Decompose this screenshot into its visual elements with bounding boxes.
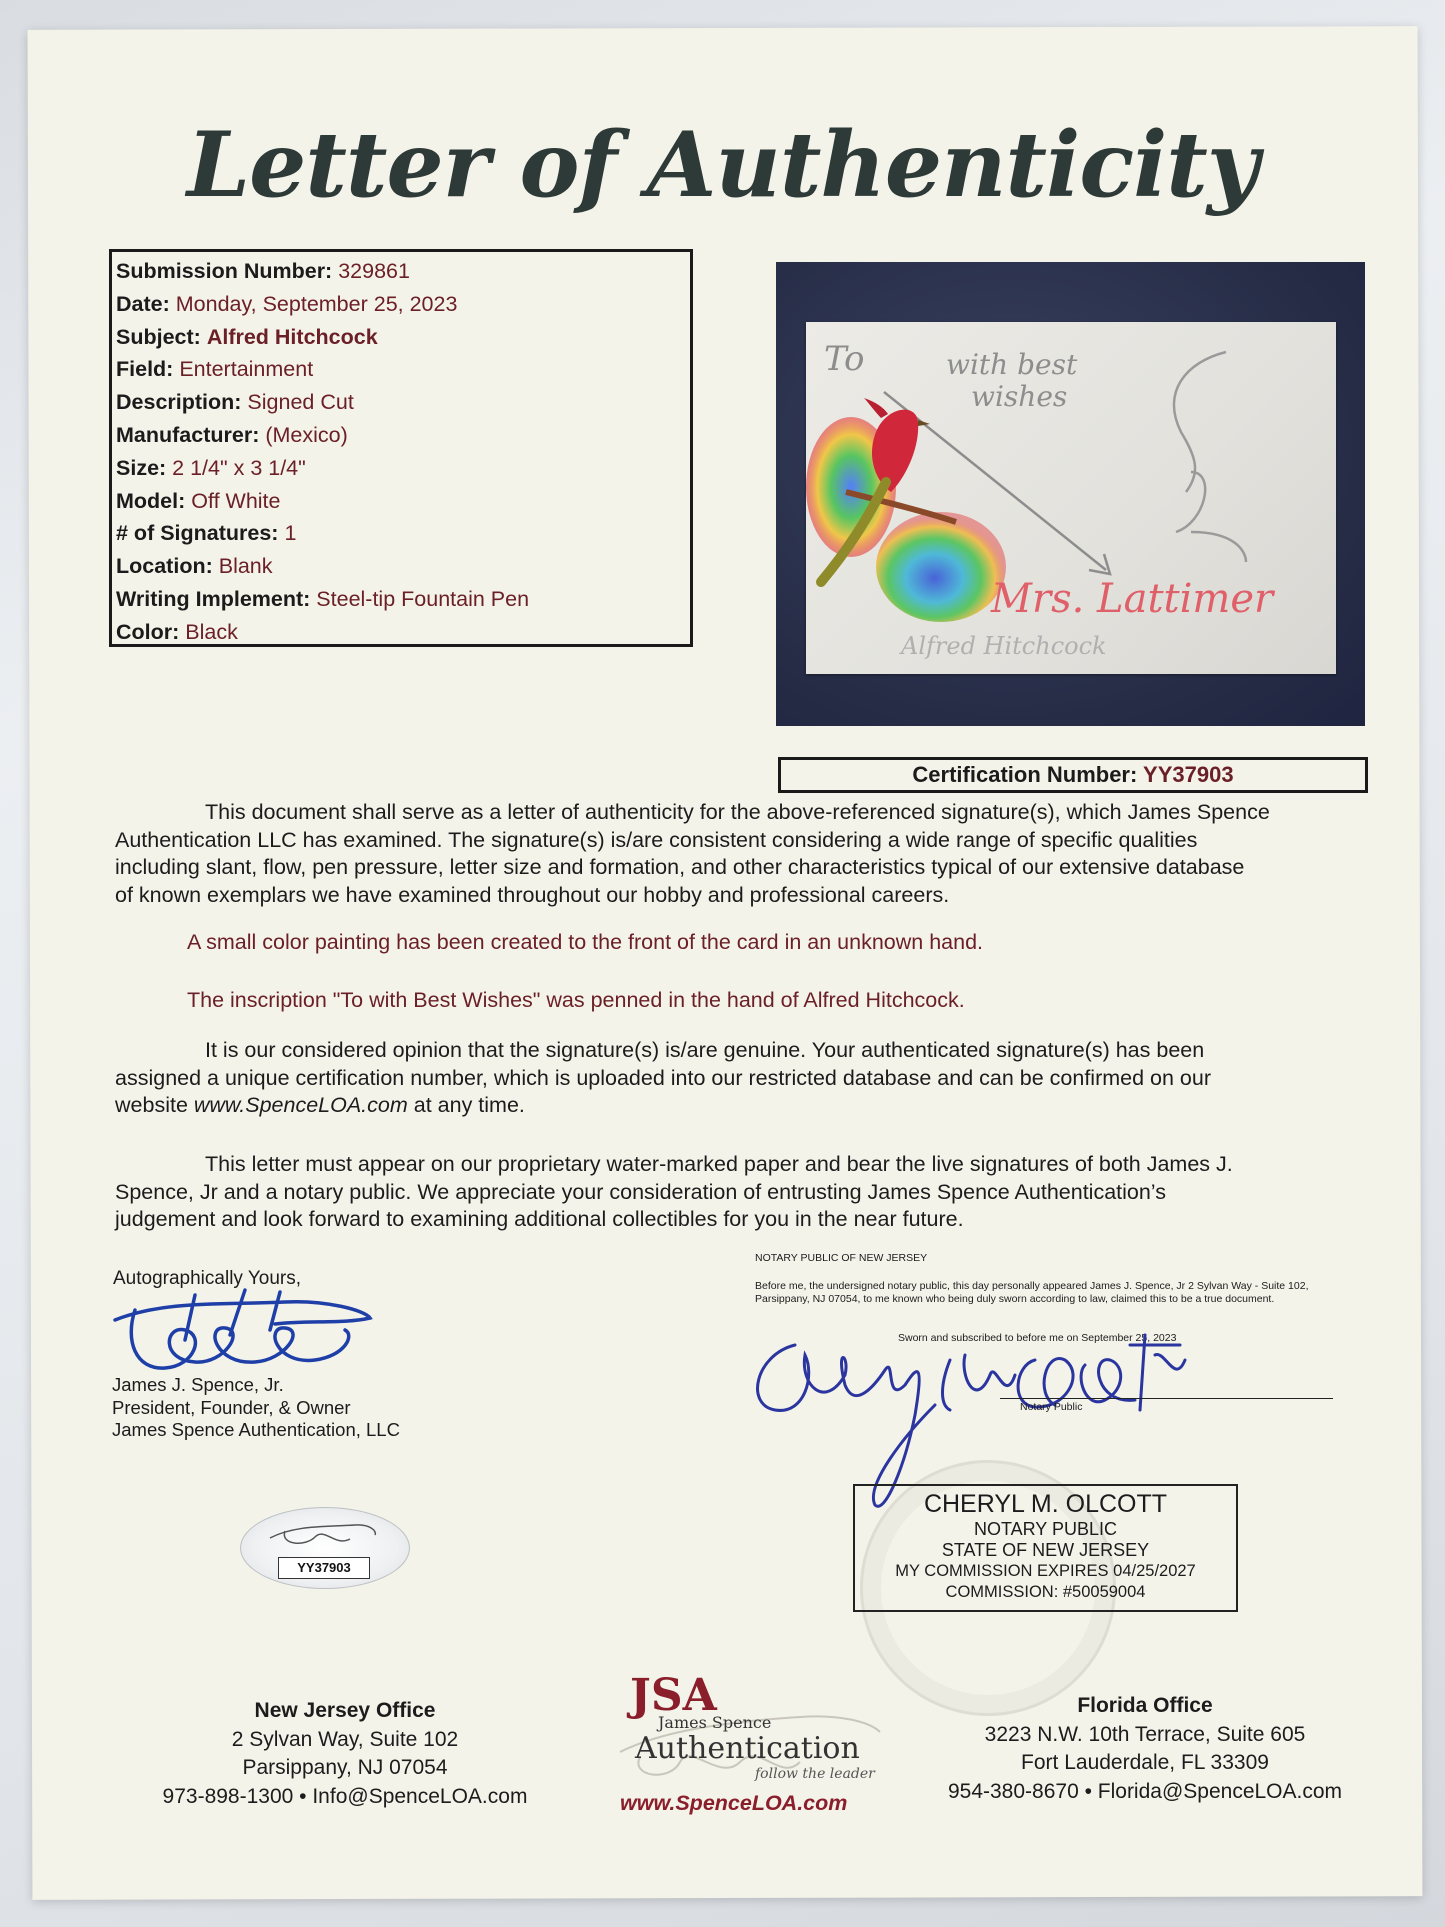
- info-value: Black: [185, 619, 238, 644]
- info-row-color: [116, 616, 686, 649]
- note-inscription: The inscription "To with Best Wishes" was penned in the hand of Alfred Hitchcock.: [187, 988, 965, 1012]
- info-row-submission-number: [116, 255, 686, 288]
- p1-line-3: including slant, flow, pen pressure, letter size and formation, and other characteristics typical of our extensive database: [115, 855, 1245, 879]
- p2-line-1-text: It is our considered opinion that the signature(s) is/are genuine. Your authenticated signature(s) has been: [205, 1038, 1205, 1062]
- note-painting: A small color painting has been created to the front of the card in an unknown hand.: [187, 930, 984, 954]
- info-row-field: [116, 353, 686, 386]
- notary-heading: NOTARY PUBLIC OF NEW JERSEY: [755, 1252, 928, 1264]
- website-url: www.SpenceLOA.com: [193, 1093, 408, 1117]
- info-value: 2 1/4" x 3 1/4": [172, 455, 306, 480]
- notary-line-label: Notary Public: [1020, 1401, 1083, 1413]
- info-label: Field:: [116, 357, 174, 382]
- stamp-state: STATE OF NEW JERSEY: [941, 1540, 1150, 1560]
- p3-line-1-text: This letter must appear on our proprietary water-marked paper and bear the live signatures of both James J.: [205, 1152, 1233, 1176]
- info-label: Subject:: [116, 324, 201, 349]
- jsa-url: www.SpenceLOA.com: [620, 1791, 848, 1815]
- info-row-location: [116, 550, 686, 583]
- info-value: Off White: [191, 488, 281, 513]
- p2-line-2: assigned a unique certification number, which is uploaded into our restricted database and can be confirmed on our: [115, 1065, 1211, 1090]
- nj-address-2: Parsippany, NJ 07054: [242, 1756, 448, 1779]
- stamp-name: CHERYL M. OLCOTT: [923, 1490, 1168, 1518]
- info-row-model: [116, 485, 686, 518]
- info-label: # of Signatures:: [116, 521, 279, 546]
- page-title: Letter of Authenticity: [186, 112, 1259, 218]
- info-label: Location:: [116, 554, 213, 579]
- p1-line-1: [115, 799, 1355, 827]
- painted-bird-crest: [864, 398, 888, 418]
- info-row-subject: [116, 321, 686, 354]
- fl-address-2: Fort Lauderdale, FL 33309: [1021, 1751, 1269, 1774]
- certification-label: Certification Number:: [912, 762, 1138, 787]
- jsa-mark: JSA: [630, 1670, 717, 1721]
- p1-line-2: Authentication LLC has examined. The signature(s) is/are consistent considering a wide range of specific qualities: [115, 827, 1198, 852]
- info-label: Date:: [116, 291, 170, 316]
- paragraph-1: [115, 799, 1355, 909]
- jsa-line1: James Spence: [658, 1713, 772, 1732]
- fl-address-1: 3223 N.W. 10th Terrace, Suite 605: [984, 1722, 1306, 1746]
- jsa-logo: [600, 1662, 900, 1787]
- signed-card-image: [806, 322, 1336, 674]
- notary-sworn: Sworn and subscribed to before me on September 25, 2023: [898, 1332, 1177, 1344]
- closing-text: Autographically Yours,: [113, 1268, 302, 1289]
- p2-line-3-pre: website: [115, 1093, 194, 1117]
- info-value: Signed Cut: [247, 390, 354, 415]
- paragraph-2: [115, 1037, 1355, 1120]
- signer-company: James Spence Authentication, LLC: [112, 1419, 400, 1440]
- signer-block: [112, 1374, 400, 1442]
- info-row-description: [116, 386, 686, 419]
- p3-line-1: [115, 1151, 1355, 1179]
- signer-role: President, Founder, & Owner: [112, 1396, 351, 1418]
- paragraph-3: [115, 1151, 1355, 1234]
- info-value: Blank: [218, 554, 273, 579]
- info-label: Manufacturer:: [116, 422, 260, 447]
- info-label: Model:: [116, 488, 186, 513]
- info-label: Size:: [116, 455, 167, 480]
- info-label: Color:: [116, 619, 180, 644]
- fl-office-heading: Florida Office: [1077, 1694, 1213, 1717]
- notary-signature-line: [1000, 1398, 1333, 1399]
- card-signature: Alfred Hitchcock: [901, 632, 1107, 660]
- signer-name: James J. Spence, Jr.: [112, 1374, 284, 1395]
- hologram-mini-signature: [265, 1513, 385, 1553]
- info-row-date: [116, 288, 686, 321]
- info-row-size: [116, 452, 686, 485]
- info-value: Monday, September 25, 2023: [175, 291, 458, 316]
- info-row-signatures: [116, 517, 686, 550]
- jsa-tagline: follow the leader: [755, 1766, 875, 1782]
- info-value: 1: [284, 521, 297, 546]
- card-wishes-2: wishes: [971, 380, 1068, 413]
- info-row-manufacturer: [116, 419, 686, 452]
- submission-info-box: [109, 249, 693, 647]
- p2-line-3: [115, 1092, 1355, 1120]
- card-to: To: [824, 339, 865, 379]
- info-row-writing-implement: [116, 583, 686, 616]
- info-label: Writing Implement:: [116, 586, 311, 611]
- info-value: Alfred Hitchcock: [206, 324, 378, 349]
- nj-office-heading: New Jersey Office: [254, 1699, 436, 1722]
- hologram-number: YY37903: [278, 1557, 370, 1579]
- nj-address-1: 2 Sylvan Way, Suite 102: [231, 1727, 459, 1751]
- jsa-line2: Authentication: [635, 1731, 860, 1766]
- certification-number-box: [778, 757, 1368, 793]
- certification-number: YY37903: [1143, 762, 1234, 787]
- nj-contact: 973-898-1300 • Info@SpenceLOA.com: [162, 1784, 528, 1808]
- info-value: Steel-tip Fountain Pen: [316, 586, 530, 611]
- fl-contact: 954-380-8670 • Florida@SpenceLOA.com: [947, 1779, 1343, 1803]
- p1-line-4: of known exemplars we have examined throughout our hobby and professional careers.: [115, 882, 950, 907]
- info-value: (Mexico): [265, 422, 348, 447]
- info-label: Submission Number:: [116, 259, 333, 283]
- info-value: 329861: [338, 259, 410, 283]
- card-wishes-1: with best: [946, 348, 1078, 381]
- stamp-commission: COMMISSION: #50059004: [945, 1583, 1146, 1601]
- card-artwork: [806, 322, 1336, 674]
- profile-sketch: [1174, 352, 1246, 562]
- fl-office: [895, 1692, 1395, 1806]
- p1-line-1-text: This document shall serve as a letter of authenticity for the above-referenced signature(s), which James Spence: [205, 800, 1270, 824]
- spence-signature: [105, 1280, 385, 1380]
- stamp-expires: MY COMMISSION EXPIRES 04/25/2027: [895, 1562, 1196, 1580]
- info-label: Description:: [116, 390, 242, 415]
- p3-line-3: judgement and look forward to examining additional collectibles for you in the near future.: [115, 1207, 964, 1231]
- card-recipient-name: Mrs. Lattimer: [991, 576, 1274, 622]
- p2-line-1: [115, 1037, 1355, 1065]
- nj-office: [120, 1697, 570, 1811]
- notary-body: Before me, the undersigned notary public, this day personally appeared James J. Spence, Jr 2 Sylvan Way - Suite 102, Parsippany, NJ 07054, to me known who being duly sworn according to law, claimed this to be a true document.: [755, 1280, 1309, 1305]
- info-value: Entertainment: [179, 357, 314, 382]
- p2-line-3-post: at any time.: [407, 1093, 525, 1117]
- notary-stamp: [853, 1484, 1238, 1612]
- p3-line-2: Spence, Jr and a notary public. We appreciate your consideration of entrusting James Spence Authentication’s: [115, 1179, 1166, 1204]
- painted-feathers-right: [876, 512, 1006, 622]
- stamp-title: NOTARY PUBLIC: [973, 1519, 1118, 1539]
